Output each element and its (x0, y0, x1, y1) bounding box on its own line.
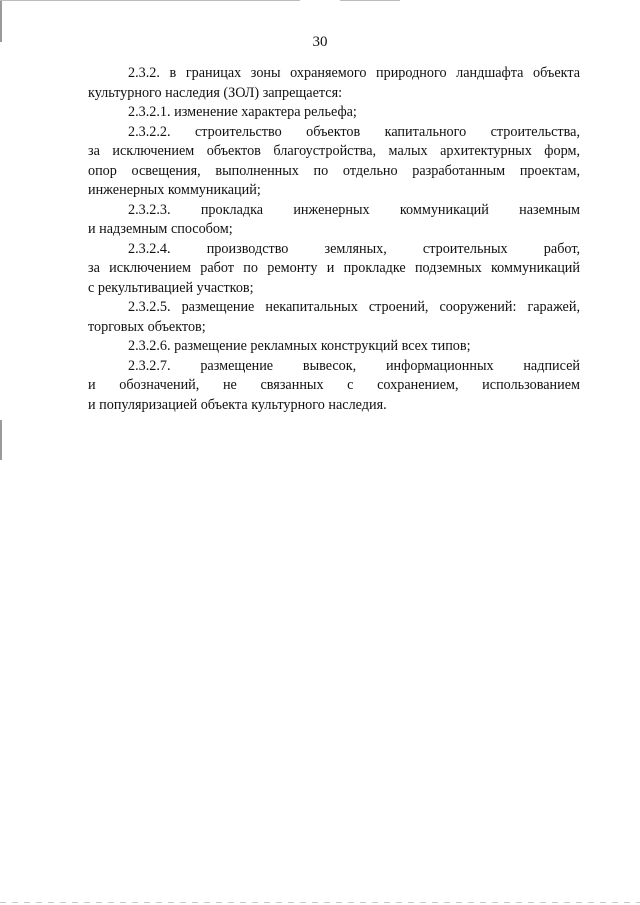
scan-edge-left-mid (0, 420, 2, 460)
text-line: торговых объектов; (88, 318, 206, 335)
paragraph-2-3-2-7 (88, 357, 580, 416)
text-line: инженерных коммуникаций; (88, 182, 261, 198)
text-line: 2.3.2. в границах зоны охраняемого природного ландшафта объекта (128, 65, 580, 81)
text-line: за исключением работ по ремонту и прокладке подземных коммуникаций (88, 260, 580, 276)
text-line: 2.3.2.1. изменение характера рельефа; (128, 104, 357, 120)
text-line: культурного наследия (ЗОЛ) запрещается: (88, 84, 343, 101)
text-line: 2.3.2.5. размещение некапитальных строений, сооружений: гаражей, (128, 299, 580, 315)
paragraph-2-3-2-1 (88, 103, 580, 123)
paragraph-2-3-2-6 (88, 337, 580, 357)
paragraph-2-3-2 (88, 64, 580, 103)
text-line: и популяризацией объекта культурного наследия. (88, 396, 387, 413)
paragraph-2-3-2-4 (88, 240, 580, 299)
page-number: 30 (312, 34, 328, 50)
text-line: и надземным способом; (88, 221, 233, 237)
paragraph-2-3-2-2 (88, 123, 580, 201)
text-line: с рекультивацией участков; (88, 279, 254, 296)
text-line: 2.3.2.3. прокладка инженерных коммуникаций наземным (128, 201, 580, 218)
text-line: опор освещения, выполненных по отдельно разработанным проектам, (88, 162, 580, 179)
paragraph-2-3-2-5 (88, 298, 580, 337)
text-line: 2.3.2.2. строительство объектов капитального строительства, (128, 123, 580, 140)
text-line: и обозначений, не связанных с сохранением, использованием (88, 377, 580, 393)
text-line: за исключением объектов благоустройства, малых архитектурных форм, (88, 143, 580, 159)
scan-edge-bottom (0, 902, 640, 903)
document-body (88, 64, 580, 415)
text-line: 2.3.2.6. размещение рекламных конструкций всех типов; (128, 338, 471, 354)
scan-edge-top-a (0, 0, 300, 1)
paragraph-2-3-2-3 (88, 201, 580, 240)
text-line: 2.3.2.4. производство земляных, строительных работ, (128, 240, 580, 257)
scan-edge-top-b (340, 0, 400, 1)
text-line: 2.3.2.7. размещение вывесок, информационных надписей (128, 357, 580, 374)
